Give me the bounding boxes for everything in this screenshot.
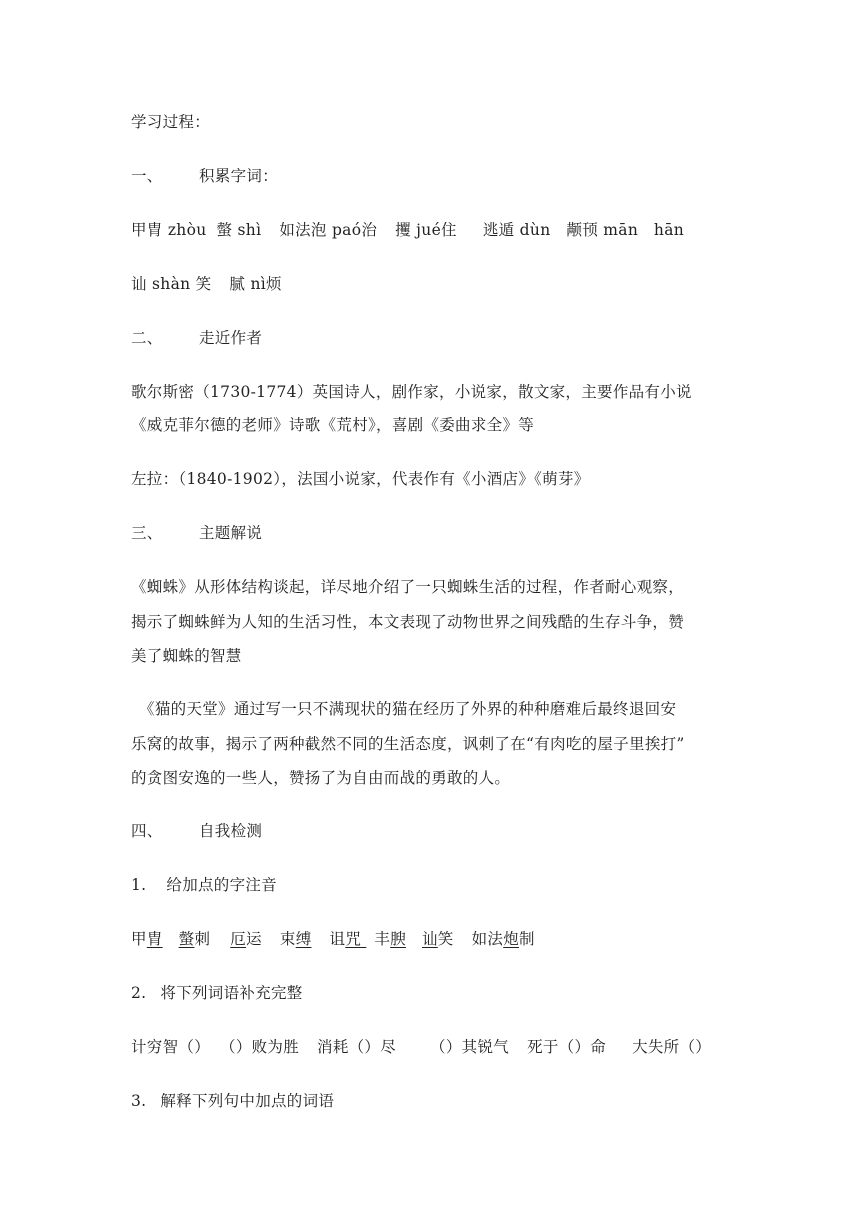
q1-items [131, 929, 731, 949]
question-2 [131, 983, 731, 1003]
section-title: 主题解说 [199, 524, 263, 542]
theme-cat-line-1: 《猫的天堂》通过写一只不满现状的猫在经历了外界的种种磨难后最终退回安 [131, 700, 677, 718]
pinyin-item: 诅咒 [329, 930, 367, 948]
vocab-item: 逃遁 dùn [482, 221, 551, 239]
idiom-item: 计穷智（） [131, 1038, 211, 1056]
vocab-item: 如法泡 paó治 [279, 221, 378, 239]
vocab-line-1 [131, 220, 731, 240]
question-text: 解释下列句中加点的词语 [160, 1092, 335, 1110]
section-heading-vocab [131, 166, 731, 186]
author-zola: 左拉：（1840-1902），法国小说家，代表作有《小酒店》《萌芽》 [131, 470, 590, 488]
idiom-item: （）败为胜 [220, 1038, 300, 1056]
section-heading-theme [131, 523, 731, 543]
author-goldsmith-line-2: 《威克菲尔德的老师》诗歌《荒村》，喜剧《委曲求全》等 [131, 416, 535, 434]
idiom-item: 大失所（） [632, 1038, 712, 1056]
theme-cat-line-2: 乐窝的故事，揭示了两种截然不同的生活态度，讽刺了在“有肉吃的屋子里挨打” [131, 735, 685, 753]
section-number: 二、 [131, 329, 163, 347]
vocab-item: 攫 jué住 [395, 221, 457, 239]
vocab-item: 颟顸 mān hān [566, 221, 685, 239]
section-heading-authors [131, 328, 731, 348]
section-title: 自我检测 [199, 822, 263, 840]
pinyin-item: 束缚 [279, 930, 312, 948]
section-title: 走近作者 [199, 329, 263, 347]
pinyin-item: 丰腴 [374, 930, 406, 948]
section-heading-selfcheck [131, 821, 731, 841]
pinyin-item: 如法炮制 [471, 930, 535, 948]
theme-spider-line-1: 《蜘蛛》从形体结构谈起，详尽地介绍了一只蜘蛛生活的过程，作者耐心观察， [131, 578, 685, 596]
question-text: 给加点的字注音 [166, 876, 277, 894]
pinyin-item: 讪笑 [421, 930, 454, 948]
question-1 [131, 875, 731, 895]
pinyin-item: 螫刺 [178, 930, 211, 948]
idiom-item: 死于（）命 [527, 1038, 607, 1056]
q2-items [131, 1037, 731, 1057]
theme-spider-line-2: 揭示了蜘蛛鲜为人知的生活习性，本文表现了动物世界之间残酷的生存斗争，赞 [131, 613, 685, 631]
vocab-item: 螫 shì [216, 221, 262, 239]
vocab-line-2 [131, 274, 731, 294]
theme-cat-line-3: 的贪图安逸的一些人，赞扬了为自由而战的勇敢的人。 [131, 769, 511, 787]
vocab-item: 甲胄 zhòu [131, 221, 207, 239]
section-number: 四、 [131, 822, 163, 840]
author-goldsmith-line-1: 歌尔斯密（1730-1774）英国诗人，剧作家，小说家，散文家，主要作品有小说 [131, 383, 692, 401]
section-number: 一、 [131, 167, 163, 185]
pinyin-item: 厄运 [230, 930, 262, 948]
page-title: 学习过程： [131, 113, 211, 131]
section-title: 积累字词： [199, 167, 279, 185]
question-number: 3. [131, 1092, 147, 1110]
theme-spider-line-3: 美了蜘蛛的智慧 [131, 647, 242, 665]
question-number: 1. [131, 876, 147, 894]
question-text: 将下列词语补充完整 [160, 984, 303, 1002]
idiom-item: 消耗（）尽 [317, 1038, 397, 1056]
vocab-item: 腻 nì烦 [229, 275, 282, 293]
idiom-item: （）其锐气 [430, 1038, 510, 1056]
question-3 [131, 1091, 731, 1111]
pinyin-item: 甲胄 [131, 930, 163, 948]
question-number: 2. [131, 984, 147, 1002]
vocab-item: 讪 shàn 笑 [131, 275, 212, 293]
section-number: 三、 [131, 524, 163, 542]
